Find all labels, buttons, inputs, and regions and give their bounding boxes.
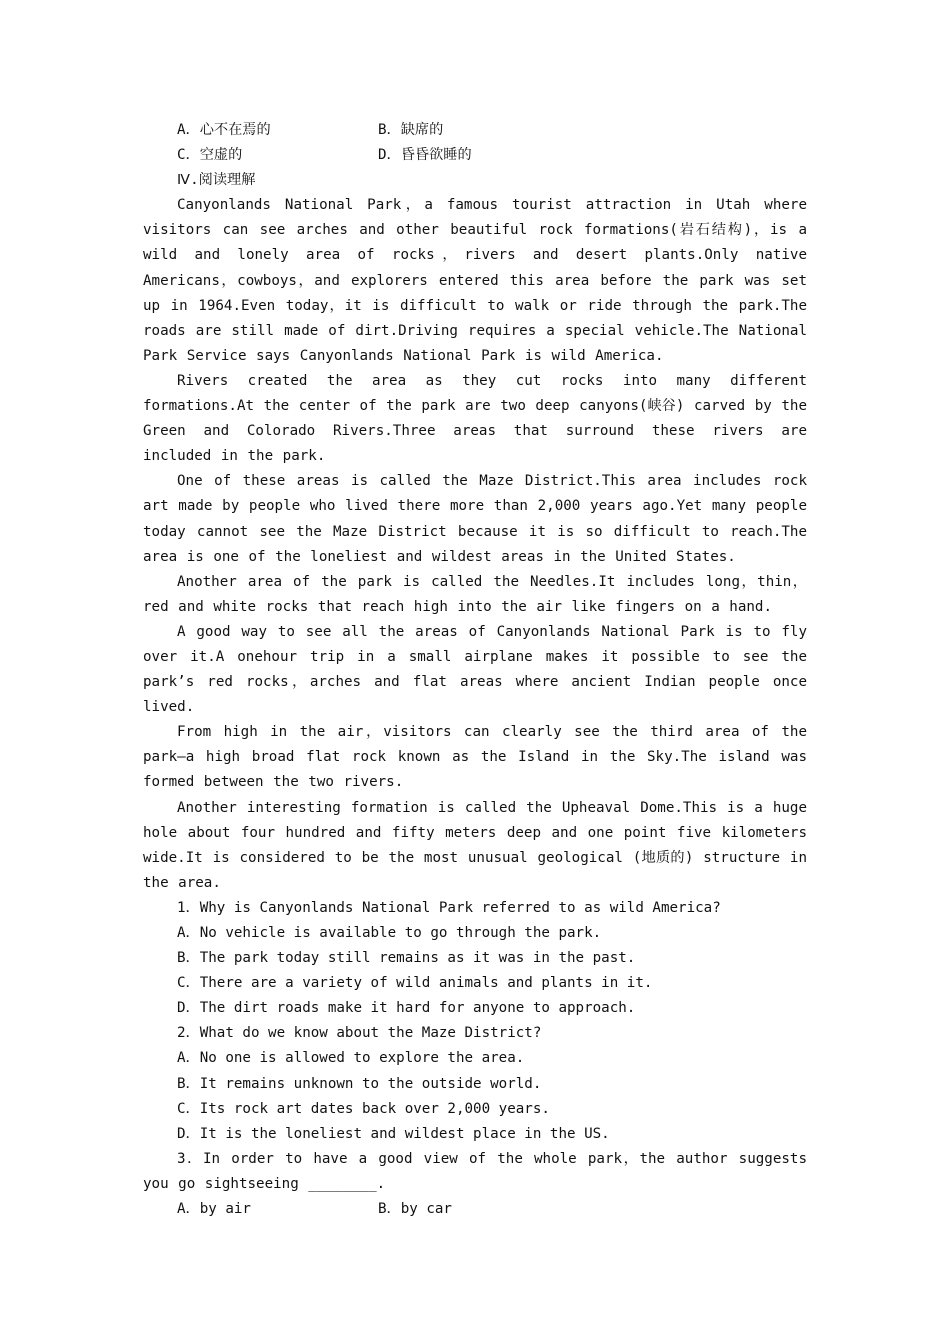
question-1-option-b: B．The park today still remains as it was in the past. xyxy=(177,950,636,967)
question-3-option-b: B．by car xyxy=(378,1201,452,1218)
question-1-stem: 1．Why is Canyonlands National Park referred to as wild America? xyxy=(177,899,721,916)
question-2-option-c: C．Its rock art dates back over 2,000 years. xyxy=(177,1100,550,1117)
option-d: D．昏昏欲睡的 xyxy=(378,147,472,164)
section-title: Ⅳ.阅读理解 xyxy=(177,172,256,189)
passage-paragraph-1: Canyonlands National Park，a famous tourist attraction in Utah where visitors can see arches and other beautiful rock formations(岩石结构)，is a wild and lonely area of rocks，rivers and desert plants.Only native Americans，cowboys，and explorers entered this area before the park was set up in 1964.Even today，it is difficult to walk or ride through the park.The roads are still made of dirt.Driving requires a special vehicle.The National Park Service says Canyonlands National Park is wild America. xyxy=(143,197,807,364)
question-3-options-row xyxy=(143,1197,807,1222)
prev-options-row-2 xyxy=(143,143,807,168)
question-2-stem: 2．What do we know about the Maze District? xyxy=(177,1025,542,1042)
question-1-option-c: C．There are a variety of wild animals and plants in it. xyxy=(177,975,653,992)
question-2-option-b: B．It remains unknown to the outside world. xyxy=(177,1075,542,1092)
option-c: C．空虚的 xyxy=(177,147,243,164)
passage-paragraph-6: From high in the air，visitors can clearly see the third area of the park—a high broad flat rock known as the Island in the Sky.The island was formed between the two rivers. xyxy=(143,724,807,791)
question-1-option-d: D．The dirt roads make it hard for anyone to approach. xyxy=(177,1000,636,1017)
option-a: A．心不在焉的 xyxy=(177,122,271,138)
document-page xyxy=(143,118,807,1222)
question-2-option-a: A．No one is allowed to explore the area. xyxy=(177,1050,525,1067)
question-3-option-a: A．by air xyxy=(177,1201,251,1218)
passage-paragraph-5: A good way to see all the areas of Canyonlands National Park is to fly over it.A onehour trip in a small airplane makes it possible to see the park’s red rocks，arches and flat areas where ancient Indian people once lived. xyxy=(143,623,807,716)
passage-paragraph-3: One of these areas is called the Maze District.This area includes rock art made by people who lived there more than 2,000 years ago.Yet many people today cannot see the Maze District because it is so difficult to reach.The area is one of the loneliest and wildest areas in the United States. xyxy=(143,473,807,565)
question-2-option-d: D．It is the loneliest and wildest place in the US. xyxy=(177,1125,610,1142)
option-b: B．缺席的 xyxy=(378,122,444,138)
prev-options-row-1 xyxy=(143,118,807,143)
question-3-stem: 3．In order to have a good view of the whole park，the author suggests you go sightseeing ________. xyxy=(143,1150,807,1192)
passage-paragraph-4: Another area of the park is called the Needles.It includes long，thin，red and white rocks that reach high into the air like fingers on a hand. xyxy=(143,573,807,615)
question-1-option-a: A．No vehicle is available to go through the park. xyxy=(177,925,602,941)
passage-paragraph-7: Another interesting formation is called the Upheaval Dome.This is a huge hole about four hundred and fifty meters deep and one point five kilometers wide.It is considered to be the most unusual geological (地质的) structure in the area. xyxy=(143,799,807,891)
passage-paragraph-2: Rivers created the area as they cut rocks into many different formations.At the center of the park are two deep canyons(峡谷) carved by the Green and Colorado Rivers.Three areas that surround these rivers are included in the park. xyxy=(143,372,807,465)
